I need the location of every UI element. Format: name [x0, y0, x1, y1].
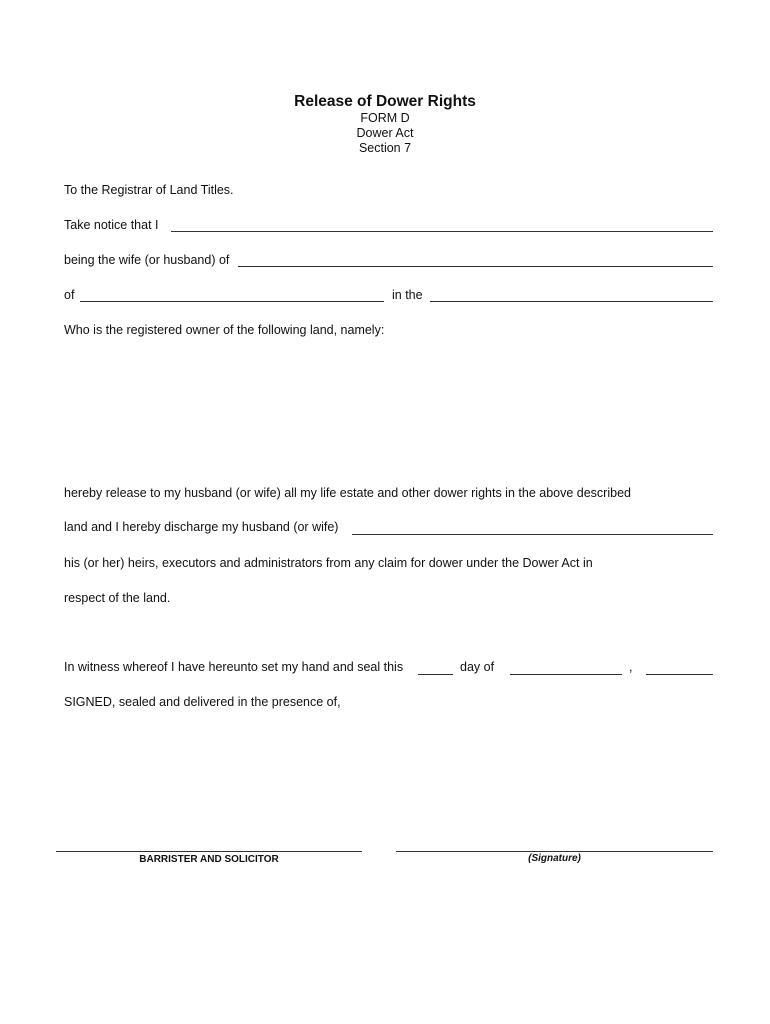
barrister-label: BARRISTER AND SOLICITOR	[139, 854, 279, 865]
witness-text: In witness whereof I have hereunto set my hand and seal this	[64, 660, 404, 674]
year-field[interactable]	[646, 674, 713, 675]
heirs-text: his (or her) heirs, executors and administrators from any claim for dower under the Dower Act in	[64, 556, 593, 570]
form-label: FORM D	[360, 111, 410, 125]
registered-owner-text: Who is the registered owner of the following land, namely:	[64, 323, 385, 337]
addressee-text: To the Registrar of Land Titles.	[64, 183, 234, 197]
release-text-line-2: land and I hereby discharge my husband (or wife)	[64, 520, 339, 534]
act-label: Dower Act	[356, 126, 414, 140]
of-label: of	[64, 288, 75, 302]
declarant-signature-line[interactable]	[396, 851, 713, 852]
locality-field[interactable]	[430, 301, 713, 302]
comma-separator: ,	[629, 660, 633, 674]
land-description-area[interactable]	[64, 345, 713, 475]
take-notice-label: Take notice that I	[64, 218, 159, 232]
release-text-line-1: hereby release to my husband (or wife) all my life estate and other dower rights in the above described	[64, 486, 631, 500]
residence-field[interactable]	[80, 301, 384, 302]
barrister-signature-line[interactable]	[56, 851, 362, 852]
signature-label: (Signature)	[528, 853, 581, 864]
month-field[interactable]	[510, 674, 622, 675]
signed-text: SIGNED, sealed and delivered in the presence of,	[64, 695, 341, 709]
discharged-spouse-field[interactable]	[352, 534, 713, 535]
document-title: Release of Dower Rights	[294, 93, 476, 110]
spouse-label: being the wife (or husband) of	[64, 253, 230, 267]
in-the-label: in the	[392, 288, 423, 302]
declarant-name-field[interactable]	[171, 231, 713, 232]
spouse-name-field[interactable]	[238, 266, 713, 267]
respect-text: respect of the land.	[64, 591, 171, 605]
day-of-label: day of	[460, 660, 495, 674]
day-field[interactable]	[418, 674, 453, 675]
section-label: Section 7	[358, 141, 412, 155]
